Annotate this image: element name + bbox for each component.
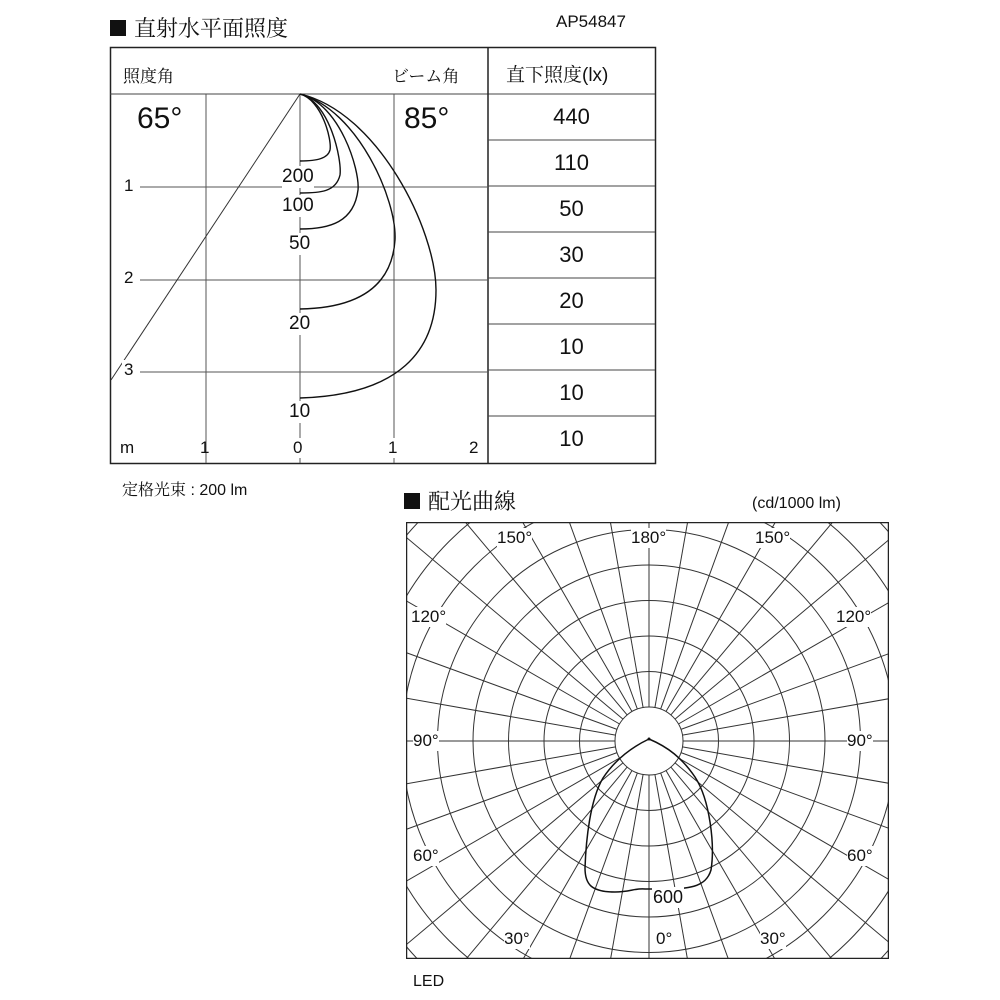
light-source-label: LED xyxy=(413,973,445,990)
polar-chart xyxy=(406,522,889,959)
illuminance-title-text: 直射水平面照度 xyxy=(134,16,289,41)
radial-scale-label: 600 xyxy=(653,887,684,907)
angle-label-180: 180° xyxy=(631,528,667,547)
width-unit-label: m xyxy=(120,438,135,457)
direct-lux-value-4: 30 xyxy=(559,242,584,267)
angle-label-60-left: 60° xyxy=(413,846,439,865)
angle-label-120-left: 120° xyxy=(411,607,447,626)
depth-label-2: 2 xyxy=(124,268,134,287)
direct-lux-value-8: 10 xyxy=(559,426,584,451)
angle-label-150-left: 150° xyxy=(497,528,533,547)
contour-label-200: 200 xyxy=(282,166,314,187)
angle-label-30-right: 30° xyxy=(760,929,786,948)
rated-flux: 定格光束 : 200 lm xyxy=(122,482,248,499)
direct-lux-value-1: 440 xyxy=(553,104,590,129)
direct-lux-value-7: 10 xyxy=(559,380,584,405)
square-bullet-icon xyxy=(404,493,420,509)
contour-label-10: 10 xyxy=(289,401,311,422)
depth-label-1: 1 xyxy=(124,176,134,195)
contour-label-20: 20 xyxy=(289,313,311,334)
depth-label-3: 3 xyxy=(124,360,134,379)
angle-label-90-right: 90° xyxy=(847,731,873,750)
angle-label-30-left: 30° xyxy=(504,929,530,948)
distribution-section-title xyxy=(404,485,516,516)
angle-label-90-left: 90° xyxy=(413,731,439,750)
model-number: AP54847 xyxy=(556,12,626,31)
illum-angle-label: 照度角 xyxy=(123,67,174,86)
distribution-title-text: 配光曲線 xyxy=(428,489,517,514)
distribution-unit: (cd/1000 lm) xyxy=(752,495,841,512)
width-label-right-1: 1 xyxy=(388,438,398,457)
angle-label-0: 0° xyxy=(656,929,673,948)
width-label-right-2: 2 xyxy=(469,438,479,457)
direct-lux-value-5: 20 xyxy=(559,288,584,313)
direct-lux-value-3: 50 xyxy=(559,196,584,221)
width-label-left-1: 1 xyxy=(200,438,210,457)
beam-angle-label: ビーム角 xyxy=(392,67,460,86)
direct-lux-label: 直下照度(lx) xyxy=(506,65,609,86)
beam-angle-value: 85° xyxy=(404,102,450,135)
contour-label-50: 50 xyxy=(289,233,311,254)
angle-label-150-right: 150° xyxy=(755,528,791,547)
angle-label-60-right: 60° xyxy=(847,846,873,865)
angle-label-120-right: 120° xyxy=(836,607,872,626)
illum-angle-value: 65° xyxy=(137,102,183,135)
width-label-0: 0 xyxy=(293,438,303,457)
direct-lux-value-2: 110 xyxy=(553,150,590,175)
direct-lux-value-6: 10 xyxy=(559,334,584,359)
contour-label-100: 100 xyxy=(282,195,314,216)
